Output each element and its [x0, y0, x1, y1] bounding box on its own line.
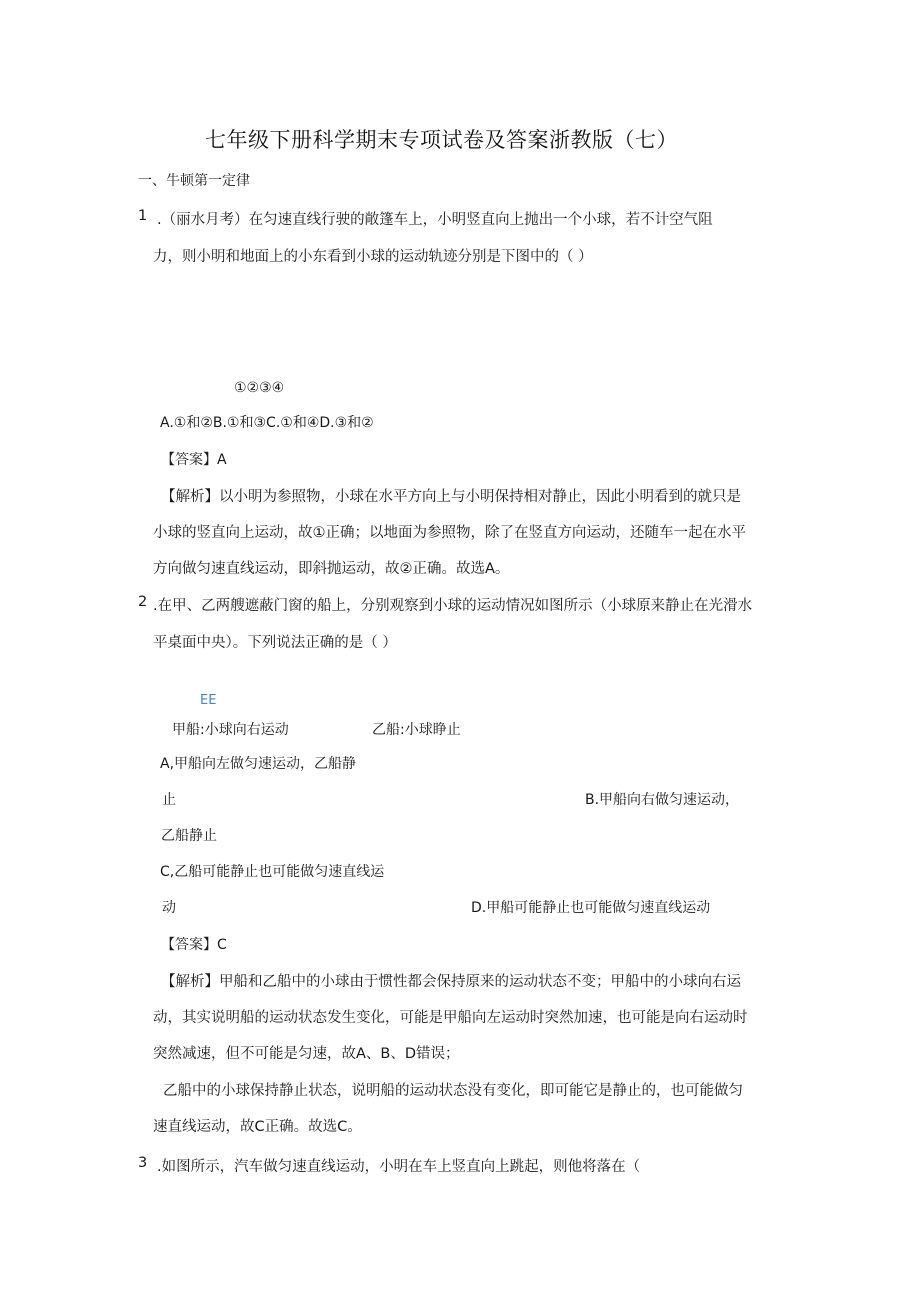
figure-labels: ①②③④ — [234, 380, 285, 396]
analysis-text: 小球的竖直向上运动，故①正确；以地面为参照物，除了在竖直方向运动，还随车一起在水平 — [153, 525, 746, 541]
option-c-continued: 动 — [162, 900, 176, 916]
analysis-text: 突然减速，但不可能是匀速，故A、B、D错误； — [153, 1046, 460, 1062]
option-c: C,乙船可能静止也可能做匀速直线运 — [160, 864, 385, 880]
question-text: 力，则小明和地面上的小东看到小球的运动轨迹分别是下图中的（ ） — [153, 249, 593, 265]
analysis-text: 【解析】甲船和乙船中的小球由于惯性都会保持原来的运动状态不变；甲船中的小球向右运 — [161, 974, 741, 990]
option-d: D.甲船可能静止也可能做匀速直线运动 — [471, 900, 711, 916]
option-b: B.甲船向右做匀速运动， — [585, 792, 740, 808]
page-title: 七年级下册科学期末专项试卷及答案浙教版（七） — [205, 128, 678, 152]
option-b-continued: 乙船静止 — [161, 828, 217, 844]
question-number: 3 — [138, 1155, 148, 1171]
analysis-text: 【解析】以小明为参照物，小球在水平方向上与小明保持相对静止，因此小明看到的就只是 — [161, 489, 741, 505]
figure-placeholder-text: EE — [200, 693, 217, 708]
figure-caption-left: 甲船:小球向右运动 — [172, 722, 289, 738]
question-text: 平桌面中央）。下列说法正确的是（ ） — [153, 635, 397, 651]
section-heading: 一、牛顿第一定律 — [138, 173, 250, 189]
analysis-text: 乙船中的小球保持静止状态，说明船的运动状态没有变化，即可能它是静止的，也可能做匀 — [163, 1083, 743, 1099]
answer-options: A.①和②B.①和③C.①和④D.③和② — [160, 415, 374, 431]
option-a-continued: 止 — [162, 792, 176, 808]
question-text: .（丽水月考）在匀速直线行驶的敞篷车上，小明竖直向上抛出一个小球，若不计空气阻 — [157, 212, 713, 228]
question-text: .如图所示，汽车做匀速直线运动，小明在车上竖直向上跳起，则他将落在（ — [157, 1159, 641, 1175]
figure-caption-right: 乙船:小球睁止 — [372, 722, 461, 738]
answer-key: 【答案】C — [161, 937, 227, 953]
question-number: 1 — [138, 208, 148, 224]
option-a: A,甲船向左做匀速运动，乙船静 — [160, 756, 357, 772]
analysis-text: 动，其实说明船的运动状态发生变化，可能是甲船向左运动时突然加速，也可能是向右运动时 — [153, 1010, 748, 1026]
answer-key: 【答案】A — [161, 452, 227, 468]
analysis-text: 速直线运动，故C正确。故选C。 — [153, 1119, 362, 1135]
question-number: 2 — [138, 594, 148, 610]
question-text: .在甲、乙两艘遮蔽门窗的船上，分别观察到小球的运动情况如图所示（小球原来静止在光滑水 — [153, 598, 753, 614]
analysis-text: 方向做匀速直线运动，即斜抛运动，故②正确。故选A。 — [153, 561, 510, 577]
